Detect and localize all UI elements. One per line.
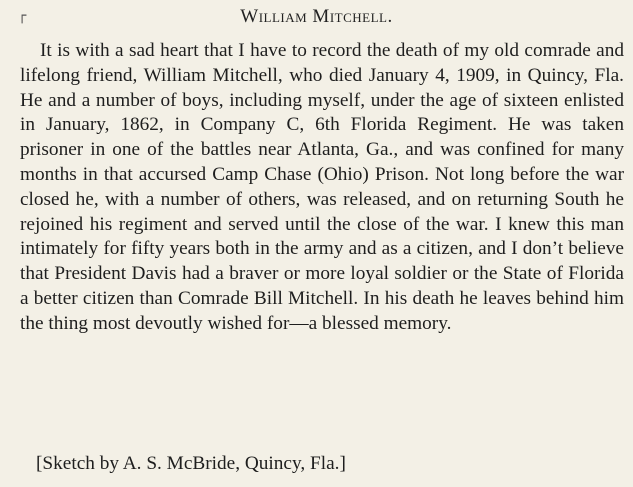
article-body: It is with a sad heart that I have to record the death of my old comrade and lifelong friend, William Mitchell, who died January 4, 1909, in Quincy, Fla. He and a number of boys, including myself, under the age of sixteen enlisted in January, 1862, in Company C, 6th Florida Regiment. He was taken prisoner in one of the battles near Atlanta, Ga., and was confined for many months in that accursed Camp Chase (Ohio) Prison. Not long before the war closed he, with a number of others, was released, and on returning South he rejoined his regiment and served until the close of the war. I knew this man intimately for fifty years both in the army and as a citizen, and I don’t believe that President Davis had a braver or more loyal soldier or the State of Florida a better citizen than Comrade Bill Mitchell. In his death he leaves behind him the thing most devoutly wished for—a blessed memory. <box>20 40 624 334</box>
page-corner-mark: ┌ <box>18 8 27 24</box>
article-credit: [Sketch by A. S. McBride, Quincy, Fla.] <box>36 453 346 474</box>
article-title: William Mitchell. <box>240 6 393 27</box>
